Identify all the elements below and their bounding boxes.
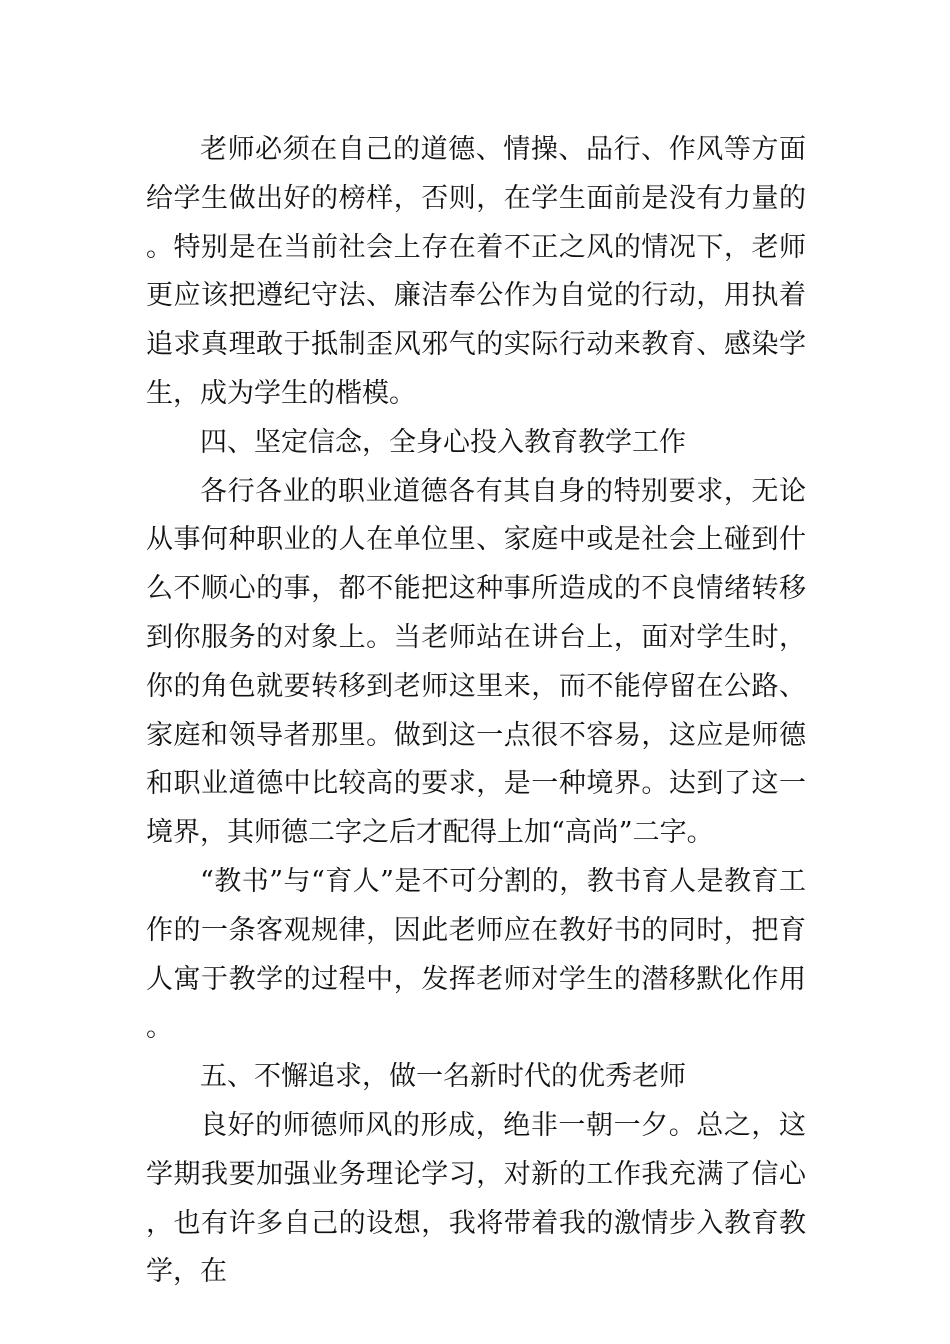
section-heading-five: 五、不懈追求，做一名新时代的优秀老师 xyxy=(200,1061,686,1093)
section-heading-four: 四、坚定信念，全身心投入教育教学工作 xyxy=(200,426,686,458)
paragraph-pursuit: 良好的师德师风的形成，绝非一朝一夕。总之，这学期我要加强业务理论学习，对新的工作我充满了信心，也有许多自己的设想，我将带着我的激情步入教育教学，在 xyxy=(146,1109,806,1288)
document-page xyxy=(146,126,806,1297)
paragraph-professional-ethics: 各行各业的职业道德各有其自身的特别要求，无论从事何种职业的人在单位里、家庭中或是社会上碰到什么不顺心的事，都不能把这种事所造成的不良情绪转移到你服务的对象上。当老师站在讲台上，面对学生时，你的角色就要转移到老师这里来，而不能停留在公路、家庭和领导者那里。做到这一点很不容易，这应是师德和职业道德中比较高的要求，是一种境界。达到了这一境界，其师德二字之后才配得上加“高尚”二字。 xyxy=(146,475,806,849)
paragraph-role-model: 老师必须在自己的道德、情操、品行、作风等方面给学生做出好的榜样，否则，在学生面前是没有力量的。特别是在当前社会上存在着不正之风的情况下，老师更应该把遵纪守法、廉洁奉公作为自觉的行动，用执着追求真理敢于抵制歪风邪气的实际行动来教育、感染学生，成为学生的楷模。 xyxy=(146,134,806,409)
paragraph-teaching-and-educating: “教书”与“育人”是不可分割的，教书育人是教育工作的一条客观规律，因此老师应在教好书的同时，把育人寓于教学的过程中，发挥老师对学生的潜移默化作用。 xyxy=(146,865,806,1044)
